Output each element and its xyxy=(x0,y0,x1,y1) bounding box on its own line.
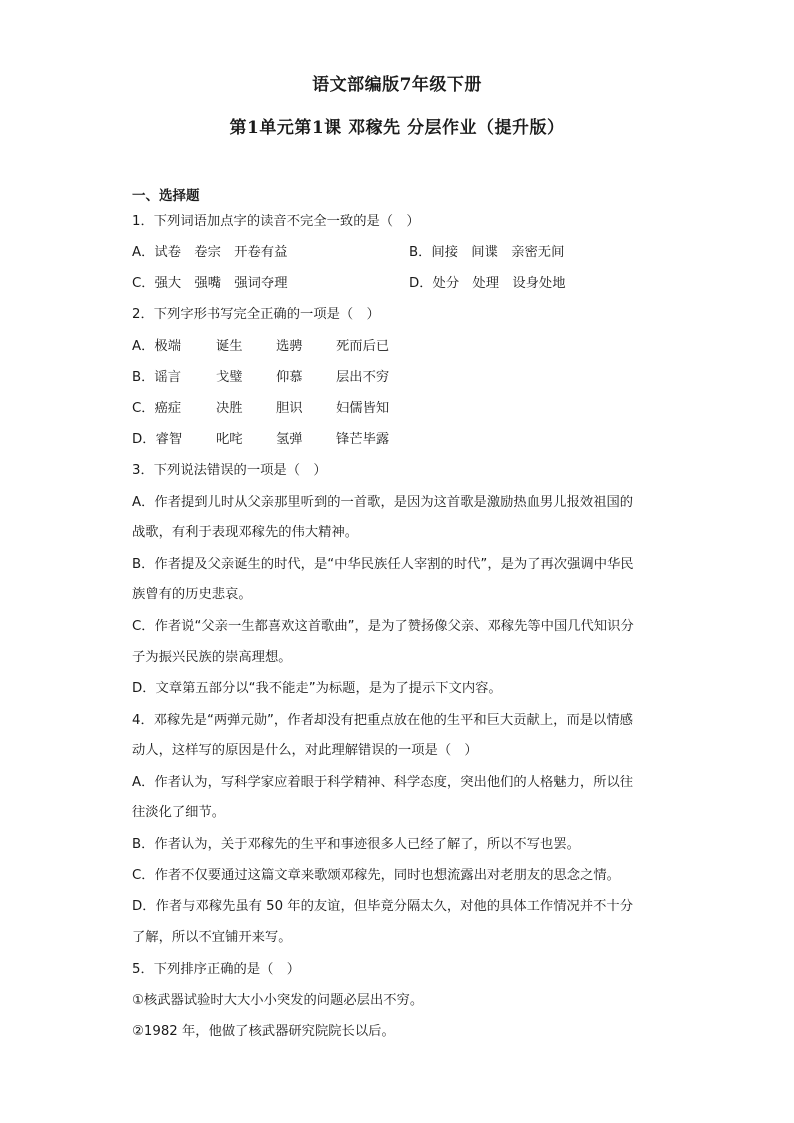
document-title: 语文部编版7年级下册 xyxy=(312,75,482,95)
q3-option-d: D．文章第五部分以“我不能走”为标题，是为了提示下文内容。 xyxy=(132,681,502,696)
section-heading: 一、选择题 xyxy=(132,188,200,204)
q3-option-a-line2: 战歌，有利于表现邓稼先的伟大精神。 xyxy=(132,525,359,540)
q4-option-d-line1: D．作者与邓稼先虽有 50 年的友谊，但毕竟分隔太久，对他的具体工作情况并不十分 xyxy=(132,899,634,914)
q2-stem: 2．下列字形书写完全正确的一项是（ ） xyxy=(132,307,380,322)
q4-stem-line2: 动人，这样写的原因是什么，对此理解错误的一项是（ ） xyxy=(132,743,478,758)
q4-option-c: C．作者不仅要通过这篇文章来歌颂邓稼先，同时也想流露出对老朋友的思念之情。 xyxy=(132,868,620,883)
q4-option-d-line2: 了解，所以不宜铺开来写。 xyxy=(132,930,292,945)
q1-option-b: B．间接 间谍 亲密无间 xyxy=(409,245,565,260)
q4-option-a-line1: A．作者认为，写科学家应着眼于科学精神、科学态度，突出他们的人格魅力，所以往 xyxy=(132,775,634,790)
q1-stem: 1．下列词语加点字的读音不完全一致的是（ ） xyxy=(132,214,420,229)
q2-b-word1: B．谣言 xyxy=(132,370,182,385)
q2-d-word1: D．睿智 xyxy=(132,432,183,447)
q2-d-word4: 锋芒毕露 xyxy=(336,432,390,447)
q2-b-word4: 层出不穷 xyxy=(336,370,390,385)
q2-a-word4: 死而后已 xyxy=(336,339,390,354)
q2-c-word4: 妇儒皆知 xyxy=(336,401,390,416)
q1-option-c: C．强大 强嘴 强词夺理 xyxy=(132,276,288,291)
q2-b-word2: 戈璧 xyxy=(216,370,243,385)
q2-c-word1: C．癌症 xyxy=(132,401,182,416)
q2-a-word3: 选骋 xyxy=(276,339,303,354)
q3-option-c-line2: 子为振兴民族的崇高理想。 xyxy=(132,650,292,665)
q3-option-c-line1: C．作者说“父亲一生都喜欢这首歌曲”，是为了赞扬像父亲、邓稼先等中国几代知识分 xyxy=(132,619,634,634)
q2-b-word3: 仰慕 xyxy=(276,370,303,385)
q1-option-d: D．处分 处理 设身处地 xyxy=(409,276,566,291)
q3-option-b-line1: B．作者提及父亲诞生的时代，是“中华民族任人宰割的时代”，是为了再次强调中华民 xyxy=(132,557,634,572)
q4-option-a-line2: 往淡化了细节。 xyxy=(132,805,226,820)
q3-stem: 3．下列说法错误的一项是（ ） xyxy=(132,463,327,478)
q2-d-word2: 叱咤 xyxy=(216,432,243,447)
q3-option-a-line1: A．作者提到儿时从父亲那里听到的一首歌，是因为这首歌是激励热血男儿报效祖国的 xyxy=(132,495,634,510)
document-subtitle: 第1单元第1课 邓稼先 分层作业（提升版） xyxy=(229,118,565,138)
q5-stem: 5．下列排序正确的是（ ） xyxy=(132,962,301,977)
q5-item-2: ②1982 年，他做了核武器研究院院长以后。 xyxy=(132,1024,395,1039)
q2-c-word2: 决胜 xyxy=(216,401,243,416)
q1-option-a: A．试卷 卷宗 开卷有益 xyxy=(132,245,288,260)
q5-item-1: ①核武器试验时大大小小突发的问题必层出不穷。 xyxy=(132,993,424,1008)
q2-c-word3: 胆识 xyxy=(276,401,303,416)
q2-d-word3: 氢弹 xyxy=(276,432,303,447)
q2-a-word1: A．极端 xyxy=(132,339,181,354)
q4-option-b: B．作者认为，关于邓稼先的生平和事迹很多人已经了解了，所以不写也罢。 xyxy=(132,837,580,852)
q4-stem-line1: 4．邓稼先是“两弹元勋”，作者却没有把重点放在他的生平和巨大贡献上，而是以情感 xyxy=(132,713,633,728)
q2-a-word2: 诞生 xyxy=(216,339,243,354)
q3-option-b-line2: 族曾有的历史悲哀。 xyxy=(132,587,252,602)
